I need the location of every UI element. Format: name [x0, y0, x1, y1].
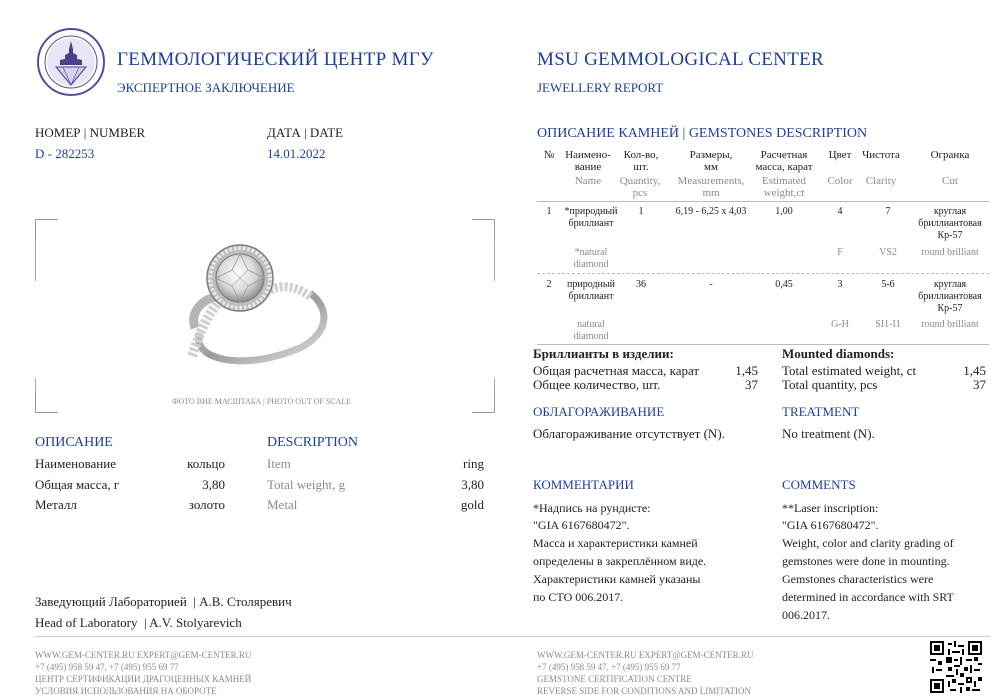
- row2-no: 2: [546, 279, 552, 290]
- description-en-title: DESCRIPTION: [267, 435, 359, 450]
- col-header-en-size: Measurements, mm: [677, 175, 745, 199]
- comments-ru-line-4: Характеристики камней указаны: [533, 572, 701, 586]
- header-ru-subtitle: ЭКСПЕРТНОЕ ЗАКЛЮЧЕНИЕ: [117, 80, 295, 95]
- ring-photo: [180, 238, 340, 373]
- comments-en-line-6: 006.2017.: [782, 608, 830, 622]
- photo-frame-corner-tr: [472, 219, 495, 242]
- header-en-subtitle: JEWELLERY REPORT: [537, 80, 664, 95]
- photo-caption: ФОТО ВНЕ МАСШТАБА | PHOTO OUT OF SCALE: [172, 397, 352, 406]
- description-ru-label-0: Наименование: [35, 456, 116, 471]
- photo-frame-left-line: [35, 241, 36, 281]
- comments-en-line-5: determined in accordance with SRT: [782, 590, 954, 604]
- mounted-en-qty-value: 37: [973, 377, 986, 392]
- description-ru-value-0: кольцо: [187, 456, 225, 471]
- row-divider: [537, 273, 989, 274]
- qr-code-icon[interactable]: [930, 641, 982, 693]
- row1-cut: круглая бриллиантовая Кр-57: [918, 206, 982, 241]
- row1-no: 1: [546, 206, 552, 217]
- number-value: D - 282253: [35, 146, 95, 161]
- row1-weight: 1,00: [775, 206, 793, 217]
- description-en-value-1: 3,80: [461, 477, 484, 492]
- description-en-value-0: ring: [463, 456, 484, 471]
- mounted-en-weight-label: Total estimated weight, ct: [782, 363, 917, 378]
- msu-seal-logo: [36, 27, 106, 97]
- row2-qty: 36: [636, 279, 646, 290]
- description-ru-label-1: Общая масса, г: [35, 477, 120, 492]
- row2-weight: 0,45: [775, 279, 793, 290]
- col-header-qty: Кол-во, шт.: [623, 149, 659, 173]
- table-bottom-line: [537, 344, 989, 345]
- footer-right-line3: GEMSTONE CERTIFICATION CENTRE: [537, 674, 692, 684]
- row1-cut-en: round brilliant: [921, 247, 979, 258]
- mounted-en-weight-value: 1,45: [963, 363, 986, 378]
- col-header-no: №: [543, 149, 555, 161]
- col-header-en-clarity: Clarity: [865, 175, 897, 187]
- comments-ru-line-5: по СТО 006.2017.: [533, 590, 624, 604]
- row2-size: -: [709, 279, 713, 290]
- row1-size: 6,19 - 6,25 x 4,03: [675, 206, 747, 217]
- row1-name: *природный бриллиант: [564, 206, 618, 229]
- footer-right-phone: +7 (495) 958 59 47, +7 (495) 955 69 77: [537, 662, 681, 672]
- date-value: 14.01.2022: [267, 146, 326, 161]
- comments-ru-line-2: Масса и характеристики камней: [533, 536, 698, 550]
- col-header-name: Наимено- вание: [565, 149, 611, 173]
- footer-right-web: WWW.GEM-CENTER.RU EXPERT@GEM-CENTER.RU: [537, 650, 754, 660]
- row1-color: 4: [837, 206, 843, 217]
- footer-right-line4: REVERSE SIDE FOR CONDITIONS AND LIMITATION: [537, 686, 752, 696]
- comments-en-line-1: "GIA 6167680472".: [782, 518, 879, 532]
- comments-en-line-3: gemstones were done in mounting.: [782, 554, 950, 568]
- row2-clarity: 5-6: [881, 279, 895, 290]
- photo-frame-corner-bl: [35, 390, 58, 413]
- col-header-clarity: Чистота: [862, 149, 900, 161]
- col-header-en-weight: Estimated weight,ct: [762, 175, 806, 199]
- col-header-en-name: Name: [574, 175, 602, 187]
- header-ru-title: ГЕММОЛОГИЧЕСКИЙ ЦЕНТР МГУ: [117, 49, 434, 70]
- row1-name-en: *natural diamond: [573, 247, 609, 270]
- footer-left-line3: ЦЕНТР СЕРТИФИКАЦИИ ДРАГОЦЕННЫХ КАМНЕЙ: [35, 674, 252, 684]
- treatment-ru-title: ОБЛАГОРАЖИВАНИЕ: [533, 404, 665, 419]
- header-en-title: MSU GEMMOLOGICAL CENTER: [537, 49, 824, 70]
- description-en-label-2: Metal: [267, 497, 298, 512]
- photo-frame-corner-br: [472, 390, 495, 413]
- table-header-divider: [537, 201, 989, 202]
- treatment-en-text: No treatment (N).: [782, 426, 875, 441]
- row1-clarity: 7: [885, 206, 891, 217]
- col-header-en-qty: Quantity, pcs: [619, 175, 661, 199]
- gemstones-title: ОПИСАНИЕ КАМНЕЙ | GEMSTONES DESCRIPTION: [537, 126, 868, 141]
- comments-en-line-4: Gemstones characteristics were: [782, 572, 934, 586]
- col-header-weight: Расчетная масса, карат: [755, 149, 813, 173]
- row1-qty: 1: [638, 206, 644, 217]
- treatment-ru-text: Облагораживание отсутствует (N).: [533, 426, 725, 441]
- mounted-en-title: Mounted diamonds:: [782, 346, 895, 361]
- date-label: ДАТА | DATE: [267, 125, 344, 140]
- col-header-cut: Огранка: [930, 149, 970, 161]
- comments-en-title: COMMENTS: [782, 477, 856, 492]
- col-header-en-color: Color: [827, 175, 853, 187]
- description-ru-value-1: 3,80: [202, 477, 225, 492]
- signature-ru: Заведующий Лабораторией | А.В. Столяревич: [35, 594, 292, 609]
- row1-color-en: F: [837, 247, 843, 258]
- comments-ru-line-0: *Надпись на рундисте:: [533, 501, 651, 515]
- description-en-label-0: Item: [267, 456, 291, 471]
- description-en-value-2: gold: [460, 497, 484, 512]
- treatment-en-title: TREATMENT: [782, 404, 860, 419]
- mounted-ru-title: Бриллианты в изделии:: [533, 346, 674, 361]
- col-header-en-cut: Cut: [942, 175, 958, 187]
- row2-clarity-en: SI1-I1: [875, 319, 901, 330]
- number-label: НОМЕР | NUMBER: [35, 125, 146, 140]
- row2-name-en: natural diamond: [573, 319, 609, 342]
- row2-color: 3: [837, 279, 843, 290]
- comments-en-line-2: Weight, color and clarity grading of: [782, 536, 954, 550]
- comments-ru-line-1: "GIA 6167680472".: [533, 518, 630, 532]
- row1-clarity-en: VS2: [879, 247, 897, 258]
- photo-frame-corner-tl: [35, 219, 58, 242]
- row2-color-en: G-H: [831, 319, 849, 330]
- footer-left-line4: УСЛОВИЯ ИСПОЛЬЗОВАНИЯ НА ОБОРОТЕ: [35, 686, 217, 696]
- comments-en-line-0: **Laser inscription:: [782, 501, 879, 515]
- description-ru-title: ОПИСАНИЕ: [35, 435, 113, 450]
- mounted-ru-qty-value: 37: [745, 377, 758, 392]
- row2-cut: круглая бриллиантовая Кр-57: [918, 279, 982, 314]
- comments-ru-title: КОММЕНТАРИИ: [533, 477, 634, 492]
- col-header-size: Размеры, мм: [689, 149, 733, 173]
- description-ru-label-2: Металл: [35, 497, 77, 512]
- footer-divider: [35, 636, 990, 637]
- mounted-ru-qty-label: Общее количество, шт.: [533, 377, 661, 392]
- mounted-ru-weight-label: Общая расчетная масса, карат: [533, 363, 700, 378]
- col-header-color: Цвет: [828, 149, 852, 161]
- signature-en: Head of Laboratory | A.V. Stolyarevich: [35, 615, 242, 630]
- description-en-label-1: Total weight, g: [267, 477, 346, 492]
- comments-ru-line-3: определены в закреплённом виде.: [533, 554, 707, 568]
- mounted-en-qty-label: Total quantity, pcs: [782, 377, 878, 392]
- row2-name: природный бриллиант: [567, 279, 615, 302]
- footer-left-web: WWW.GEM-CENTER.RU EXPERT@GEM-CENTER.RU: [35, 650, 252, 660]
- footer-left-phone: +7 (495) 958 59 47, +7 (495) 955 69 77: [35, 662, 179, 672]
- photo-frame-right-line: [494, 241, 495, 281]
- mounted-ru-weight-value: 1,45: [735, 363, 758, 378]
- row2-cut-en: round brilliant: [921, 319, 979, 330]
- description-ru-value-2: золото: [188, 497, 225, 512]
